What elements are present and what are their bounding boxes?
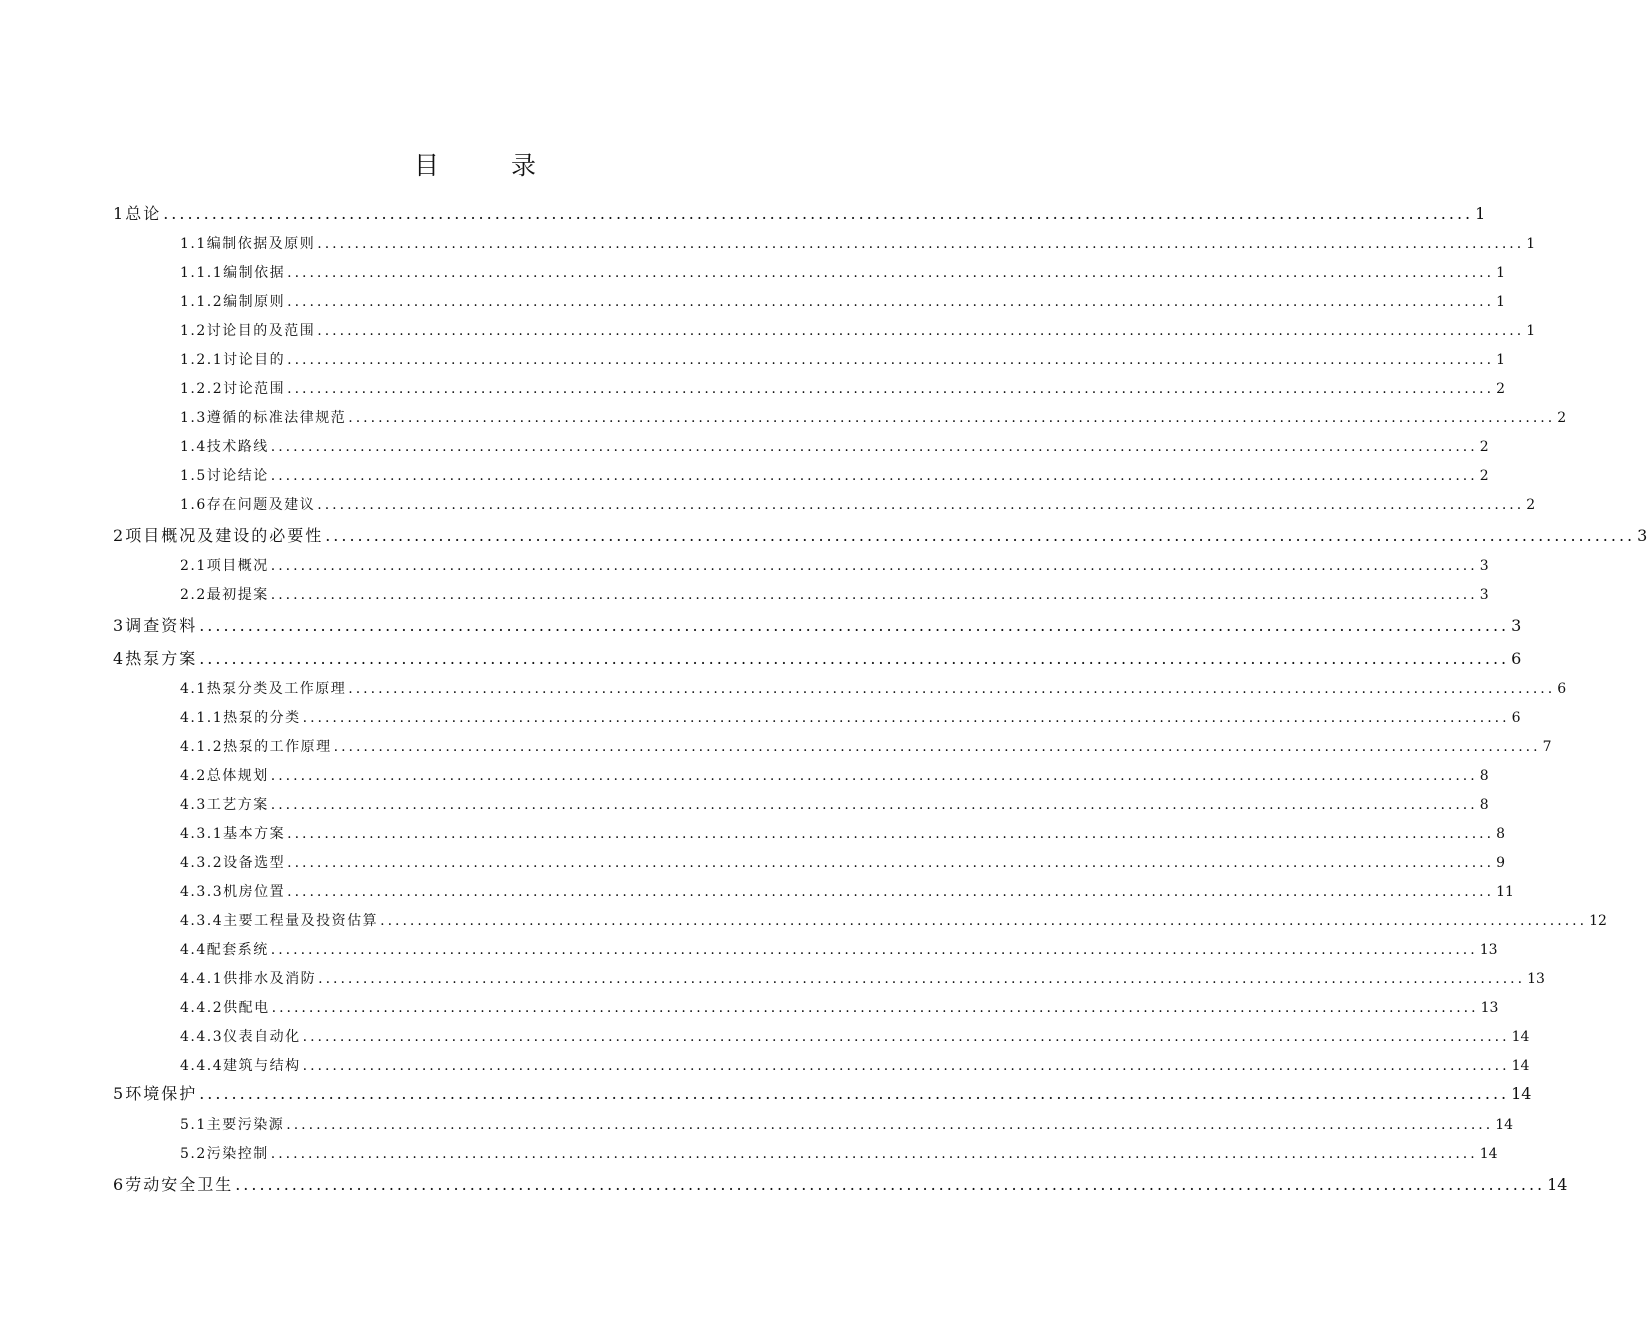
toc-dot-leader: .................................................................................................................................................................. <box>270 942 1478 958</box>
toc-page-number: 3 <box>1637 526 1647 545</box>
toc-entry-label: 项目概况 <box>206 558 269 574</box>
toc-entry-number: 4.3 <box>180 797 207 813</box>
toc-section-entry[interactable] <box>180 910 1607 939</box>
toc-dot-leader: .................................................................................................................................................................. <box>271 1000 1479 1016</box>
toc-section-entry[interactable] <box>180 765 1489 794</box>
toc-page-number: 11 <box>1496 884 1514 900</box>
toc-page-number: 6 <box>1557 681 1567 697</box>
toc-page-number: 13 <box>1527 971 1545 987</box>
toc-dot-leader: .................................................................................................................................................................. <box>302 710 1510 726</box>
toc-dot-leader: .................................................................................................................................................................. <box>287 855 1495 871</box>
toc-entry-label: 讨论结论 <box>206 468 269 484</box>
toc-entry-number: 2.1 <box>180 558 207 574</box>
toc-dot-leader: .................................................................................................................................................................. <box>286 1117 1494 1133</box>
toc-dot-leader: .................................................................................................................................................................. <box>270 768 1478 784</box>
toc-section-entry[interactable] <box>180 291 1505 320</box>
toc-section-entry[interactable] <box>180 823 1505 852</box>
toc-section-entry[interactable] <box>180 320 1536 349</box>
toc-entry-label: 主要污染源 <box>206 1117 285 1133</box>
toc-dot-leader: .................................................................................................................................................................. <box>317 497 1525 513</box>
toc-chapter-entry[interactable] <box>113 1172 1568 1204</box>
toc-section-entry[interactable] <box>180 436 1489 465</box>
toc-entry-label: 讨论目的 <box>223 352 286 368</box>
toc-entry-label: 存在问题及建议 <box>206 497 316 513</box>
toc-entry-label: 遵循的标准法律规范 <box>206 410 347 426</box>
toc-page-number: 14 <box>1511 1058 1530 1074</box>
toc-entry-number: 4.1.1 <box>180 710 224 726</box>
toc-page-number: 13 <box>1479 942 1498 958</box>
toc-entry-label: 讨论范围 <box>223 381 286 397</box>
toc-entry-label: 热泵的工作原理 <box>223 739 332 755</box>
toc-dot-leader: .................................................................................................................................................................. <box>235 1175 1546 1194</box>
toc-page-number: 2 <box>1479 468 1489 484</box>
toc-page-number: 8 <box>1479 768 1489 784</box>
toc-entry-label: 建筑与结构 <box>223 1058 301 1074</box>
toc-entry-number: 1.1.1 <box>180 265 224 281</box>
toc-section-entry[interactable] <box>180 494 1536 523</box>
toc-section-entry[interactable] <box>180 1143 1498 1172</box>
toc-dot-leader: .................................................................................................................................................................. <box>333 739 1541 755</box>
toc-dot-leader: .................................................................................................................................................................. <box>317 323 1525 339</box>
toc-entry-label: 劳动安全卫生 <box>125 1175 234 1194</box>
toc-dot-leader: .................................................................................................................................................................. <box>270 1146 1478 1162</box>
toc-entry-number: 1 <box>113 204 126 223</box>
toc-page-number: 8 <box>1496 826 1505 842</box>
toc-entry-label: 基本方案 <box>223 826 286 842</box>
toc-page-number: 3 <box>1479 558 1489 574</box>
toc-section-entry[interactable] <box>180 349 1505 378</box>
toc-entry-number: 4.3.4 <box>180 913 224 929</box>
toc-entry-number: 4.4.1 <box>180 971 224 987</box>
toc-page-number: 7 <box>1542 739 1552 755</box>
toc-section-entry[interactable] <box>180 233 1536 262</box>
toc-chapter-entry[interactable] <box>113 201 1486 233</box>
page-title: 目 录 <box>414 151 568 180</box>
toc-entry-label: 主要工程量及投资估算 <box>223 913 379 929</box>
toc-page-number: 2 <box>1526 497 1536 513</box>
toc-page-number: 8 <box>1479 797 1489 813</box>
toc-section-entry[interactable] <box>180 584 1489 613</box>
toc-entry-number: 1.6 <box>180 497 207 513</box>
toc-page-number: 6 <box>1511 710 1521 726</box>
toc-page-number: 14 <box>1479 1146 1498 1162</box>
toc-section-entry[interactable] <box>180 378 1505 407</box>
toc-entry-label: 项目概况及建设的必要性 <box>125 526 324 545</box>
toc-page-number: 2 <box>1557 410 1567 426</box>
toc-entry-label: 供配电 <box>223 1000 270 1016</box>
toc-entry-number: 4.4.2 <box>180 1000 224 1016</box>
toc-page-number: 14 <box>1511 1029 1530 1045</box>
toc-entry-label: 环境保护 <box>125 1084 198 1103</box>
toc-dot-leader: .................................................................................................................................................................. <box>287 884 1495 900</box>
toc-dot-leader: .................................................................................................................................................................. <box>270 797 1478 813</box>
toc-section-entry[interactable] <box>180 407 1567 436</box>
toc-entry-number: 5.2 <box>180 1146 207 1162</box>
toc-entry-number: 4.3.1 <box>180 826 224 842</box>
toc-dot-leader: .................................................................................................................................................................. <box>380 913 1588 929</box>
toc-entry-label: 编制依据 <box>223 265 286 281</box>
toc-entry-number: 2 <box>113 526 126 545</box>
toc-dot-leader: .................................................................................................................................................................. <box>325 526 1636 545</box>
toc-page-number: 6 <box>1511 649 1522 668</box>
toc-entry-number: 5.1 <box>180 1117 207 1133</box>
toc-entry-label: 最初提案 <box>206 587 269 603</box>
toc-dot-leader: .................................................................................................................................................................. <box>199 1084 1510 1103</box>
toc-entry-number: 4 <box>113 649 126 668</box>
toc-entry-number: 1.2 <box>180 323 207 339</box>
toc-page-number: 2 <box>1496 381 1505 397</box>
toc-entry-number: 1.1.2 <box>180 294 224 310</box>
toc-dot-leader: .................................................................................................................................................................. <box>317 236 1525 252</box>
toc-dot-leader: .................................................................................................................................................................. <box>270 587 1478 603</box>
toc-entry-number: 5 <box>113 1084 126 1103</box>
toc-page-number: 1 <box>1496 265 1505 281</box>
toc-dot-leader: .................................................................................................................................................................. <box>199 649 1510 668</box>
toc-entry-number: 4.4.4 <box>180 1058 224 1074</box>
toc-entry-label: 仪表自动化 <box>223 1029 301 1045</box>
toc-dot-leader: .................................................................................................................................................................. <box>163 204 1474 223</box>
toc-section-entry[interactable] <box>180 1055 1530 1084</box>
toc-page-number: 1 <box>1526 236 1536 252</box>
toc-section-entry[interactable] <box>180 736 1552 765</box>
toc-entry-label: 热泵的分类 <box>223 710 301 726</box>
toc-section-entry[interactable] <box>180 1026 1530 1055</box>
toc-entry-number: 4.3.2 <box>180 855 224 871</box>
toc-dot-leader: .................................................................................................................................................................. <box>287 294 1495 310</box>
toc-dot-leader: .................................................................................................................................................................. <box>348 410 1556 426</box>
toc-dot-leader: .................................................................................................................................................................. <box>287 381 1495 397</box>
toc-entry-number: 4.3.3 <box>180 884 224 900</box>
toc-entry-number: 1.2.2 <box>180 381 224 397</box>
toc-entry-label: 热泵方案 <box>125 649 198 668</box>
toc-entry-number: 3 <box>113 616 126 635</box>
toc-entry-number: 1.3 <box>180 410 207 426</box>
toc-entry-label: 技术路线 <box>206 439 269 455</box>
toc-page-number: 1 <box>1496 352 1505 368</box>
toc-dot-leader: .................................................................................................................................................................. <box>270 468 1478 484</box>
toc-entry-label: 讨论目的及范围 <box>206 323 316 339</box>
toc-page-number: 14 <box>1511 1084 1532 1103</box>
toc-chapter-entry[interactable] <box>113 523 1647 555</box>
toc-page-number: 9 <box>1496 855 1505 871</box>
toc-section-entry[interactable] <box>180 881 1514 910</box>
toc-entry-number: 4.4.3 <box>180 1029 224 1045</box>
toc-page-number: 12 <box>1589 913 1607 929</box>
toc-dot-leader: .................................................................................................................................................................. <box>302 1058 1510 1074</box>
toc-section-entry[interactable] <box>180 1114 1514 1143</box>
toc-chapter-entry[interactable] <box>113 613 1522 645</box>
toc-dot-leader: .................................................................................................................................................................. <box>287 826 1495 842</box>
toc-page-number: 13 <box>1480 1000 1499 1016</box>
toc-section-entry[interactable] <box>180 794 1489 823</box>
toc-entry-label: 机房位置 <box>223 884 286 900</box>
toc-entry-number: 4.4 <box>180 942 207 958</box>
toc-section-entry[interactable] <box>180 465 1489 494</box>
toc-entry-number: 1.1 <box>180 236 207 252</box>
toc-chapter-entry[interactable] <box>113 1081 1532 1113</box>
toc-entry-label: 供排水及消防 <box>223 971 317 987</box>
toc-entry-label: 工艺方案 <box>206 797 269 813</box>
toc-page-number: 1 <box>1526 323 1536 339</box>
toc-dot-leader: .................................................................................................................................................................. <box>199 616 1510 635</box>
toc-dot-leader: .................................................................................................................................................................. <box>270 439 1478 455</box>
toc-dot-leader: .................................................................................................................................................................. <box>302 1029 1510 1045</box>
toc-entry-number: 4.1 <box>180 681 207 697</box>
toc-page-number: 1 <box>1475 204 1486 223</box>
toc-entry-label: 总体规划 <box>206 768 269 784</box>
toc-dot-leader: .................................................................................................................................................................. <box>287 265 1495 281</box>
toc-page-number: 3 <box>1511 616 1522 635</box>
toc-entry-number: 1.5 <box>180 468 207 484</box>
toc-entry-number: 4.1.2 <box>180 739 224 755</box>
toc-dot-leader: .................................................................................................................................................................. <box>270 558 1478 574</box>
toc-entry-label: 编制依据及原则 <box>206 236 316 252</box>
toc-page-number: 14 <box>1495 1117 1514 1133</box>
toc-entry-number: 1.4 <box>180 439 207 455</box>
toc-dot-leader: .................................................................................................................................................................. <box>348 681 1556 697</box>
toc-entry-number: 2.2 <box>180 587 207 603</box>
toc-entry-number: 6 <box>113 1175 126 1194</box>
toc-entry-label: 编制原则 <box>223 294 286 310</box>
toc-dot-leader: .................................................................................................................................................................. <box>318 971 1526 987</box>
toc-entry-label: 配套系统 <box>206 942 269 958</box>
toc-section-entry[interactable] <box>180 262 1505 291</box>
toc-entry-number: 1.2.1 <box>180 352 224 368</box>
toc-page-number: 1 <box>1496 294 1505 310</box>
toc-section-entry[interactable] <box>180 852 1505 881</box>
toc-entry-label: 热泵分类及工作原理 <box>206 681 347 697</box>
toc-entry-label: 总论 <box>125 204 162 223</box>
toc-entry-label: 调查资料 <box>125 616 198 635</box>
toc-chapter-entry[interactable] <box>113 646 1522 678</box>
toc-section-entry[interactable] <box>180 997 1499 1026</box>
toc-section-entry[interactable] <box>180 968 1545 997</box>
toc-page-number: 14 <box>1547 1175 1568 1194</box>
toc-entry-number: 4.2 <box>180 768 207 784</box>
toc-page-number: 3 <box>1479 587 1489 603</box>
toc-section-entry[interactable] <box>180 707 1521 736</box>
toc-entry-label: 污染控制 <box>206 1146 269 1162</box>
toc-section-entry[interactable] <box>180 555 1489 584</box>
toc-entry-label: 设备选型 <box>223 855 286 871</box>
toc-page-number: 2 <box>1479 439 1489 455</box>
toc-section-entry[interactable] <box>180 678 1567 707</box>
toc-section-entry[interactable] <box>180 939 1498 968</box>
toc-dot-leader: .................................................................................................................................................................. <box>287 352 1495 368</box>
